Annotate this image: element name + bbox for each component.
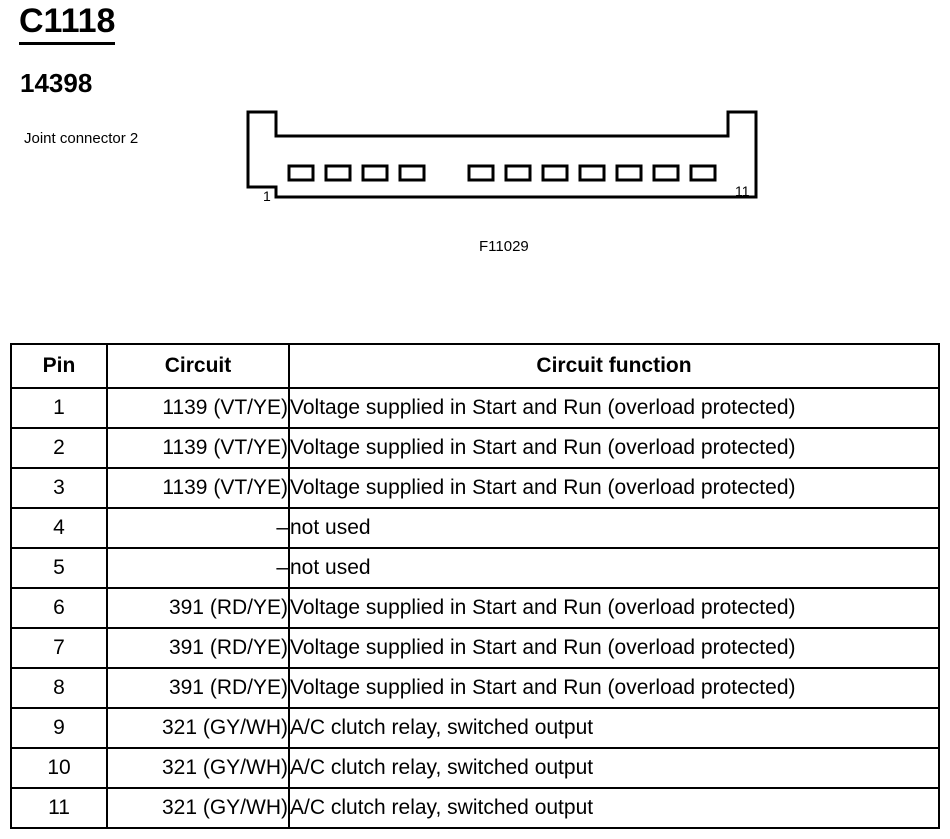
header-circuit: Circuit bbox=[107, 344, 289, 388]
pin-slots bbox=[289, 166, 715, 180]
function-cell: A/C clutch relay, switched output bbox=[289, 788, 939, 828]
circuit-cell: – bbox=[107, 508, 289, 548]
circuit-cell: 321 (GY/WH) bbox=[107, 788, 289, 828]
circuit-cell: 391 (RD/YE) bbox=[107, 628, 289, 668]
connector-housing-outline bbox=[248, 112, 756, 197]
table-row bbox=[11, 668, 939, 708]
function-cell: Voltage supplied in Start and Run (overload protected) bbox=[289, 628, 939, 668]
table-row bbox=[11, 628, 939, 668]
pin-slot-7 bbox=[543, 166, 567, 180]
table-row bbox=[11, 708, 939, 748]
pin-cell: 5 bbox=[11, 548, 107, 588]
pin-cell: 2 bbox=[11, 428, 107, 468]
table-row bbox=[11, 548, 939, 588]
table-row bbox=[11, 588, 939, 628]
figure-reference: F11029 bbox=[479, 238, 529, 255]
function-cell: Voltage supplied in Start and Run (overload protected) bbox=[289, 468, 939, 508]
function-cell: Voltage supplied in Start and Run (overload protected) bbox=[289, 668, 939, 708]
connector-face-diagram bbox=[0, 0, 950, 300]
function-cell: not used bbox=[289, 508, 939, 548]
circuit-cell: 1139 (VT/YE) bbox=[107, 428, 289, 468]
circuit-cell: – bbox=[107, 548, 289, 588]
function-cell: A/C clutch relay, switched output bbox=[289, 748, 939, 788]
circuit-cell: 1139 (VT/YE) bbox=[107, 388, 289, 428]
pin-slot-5 bbox=[469, 166, 493, 180]
circuit-cell: 391 (RD/YE) bbox=[107, 588, 289, 628]
pin-slot-1 bbox=[289, 166, 313, 180]
pin-cell: 10 bbox=[11, 748, 107, 788]
function-cell: Voltage supplied in Start and Run (overload protected) bbox=[289, 588, 939, 628]
part-number: 14398 bbox=[20, 68, 93, 98]
table-row bbox=[11, 508, 939, 548]
pin-cell: 11 bbox=[11, 788, 107, 828]
function-cell: A/C clutch relay, switched output bbox=[289, 708, 939, 748]
table-row bbox=[11, 748, 939, 788]
pin-slot-8 bbox=[580, 166, 604, 180]
pin-cell: 1 bbox=[11, 388, 107, 428]
circuit-cell: 321 (GY/WH) bbox=[107, 708, 289, 748]
pin-start-label: 1 bbox=[263, 188, 271, 204]
table-row bbox=[11, 468, 939, 508]
connector-description: Joint connector 2 bbox=[24, 130, 139, 147]
pin-slot-10 bbox=[654, 166, 678, 180]
connector-title: C1118 bbox=[19, 2, 115, 45]
header-pin: Pin bbox=[11, 344, 107, 388]
pin-cell: 6 bbox=[11, 588, 107, 628]
table-row bbox=[11, 388, 939, 428]
header-circuit-function: Circuit function bbox=[289, 344, 939, 388]
circuit-cell: 391 (RD/YE) bbox=[107, 668, 289, 708]
pin-cell: 3 bbox=[11, 468, 107, 508]
pin-cell: 7 bbox=[11, 628, 107, 668]
pin-slot-9 bbox=[617, 166, 641, 180]
pin-slot-3 bbox=[363, 166, 387, 180]
function-cell: Voltage supplied in Start and Run (overload protected) bbox=[289, 428, 939, 468]
pin-slot-6 bbox=[506, 166, 530, 180]
table-row bbox=[11, 788, 939, 828]
pin-cell: 8 bbox=[11, 668, 107, 708]
circuit-cell: 1139 (VT/YE) bbox=[107, 468, 289, 508]
pin-cell: 4 bbox=[11, 508, 107, 548]
pin-end-label: 11 bbox=[735, 183, 750, 199]
pin-cell: 9 bbox=[11, 708, 107, 748]
pinout-table bbox=[10, 343, 940, 829]
table-header-row bbox=[11, 344, 939, 388]
pin-slot-2 bbox=[326, 166, 350, 180]
pin-slot-11 bbox=[691, 166, 715, 180]
table-row bbox=[11, 428, 939, 468]
pin-slot-4 bbox=[400, 166, 424, 180]
circuit-cell: 321 (GY/WH) bbox=[107, 748, 289, 788]
function-cell: not used bbox=[289, 548, 939, 588]
function-cell: Voltage supplied in Start and Run (overload protected) bbox=[289, 388, 939, 428]
